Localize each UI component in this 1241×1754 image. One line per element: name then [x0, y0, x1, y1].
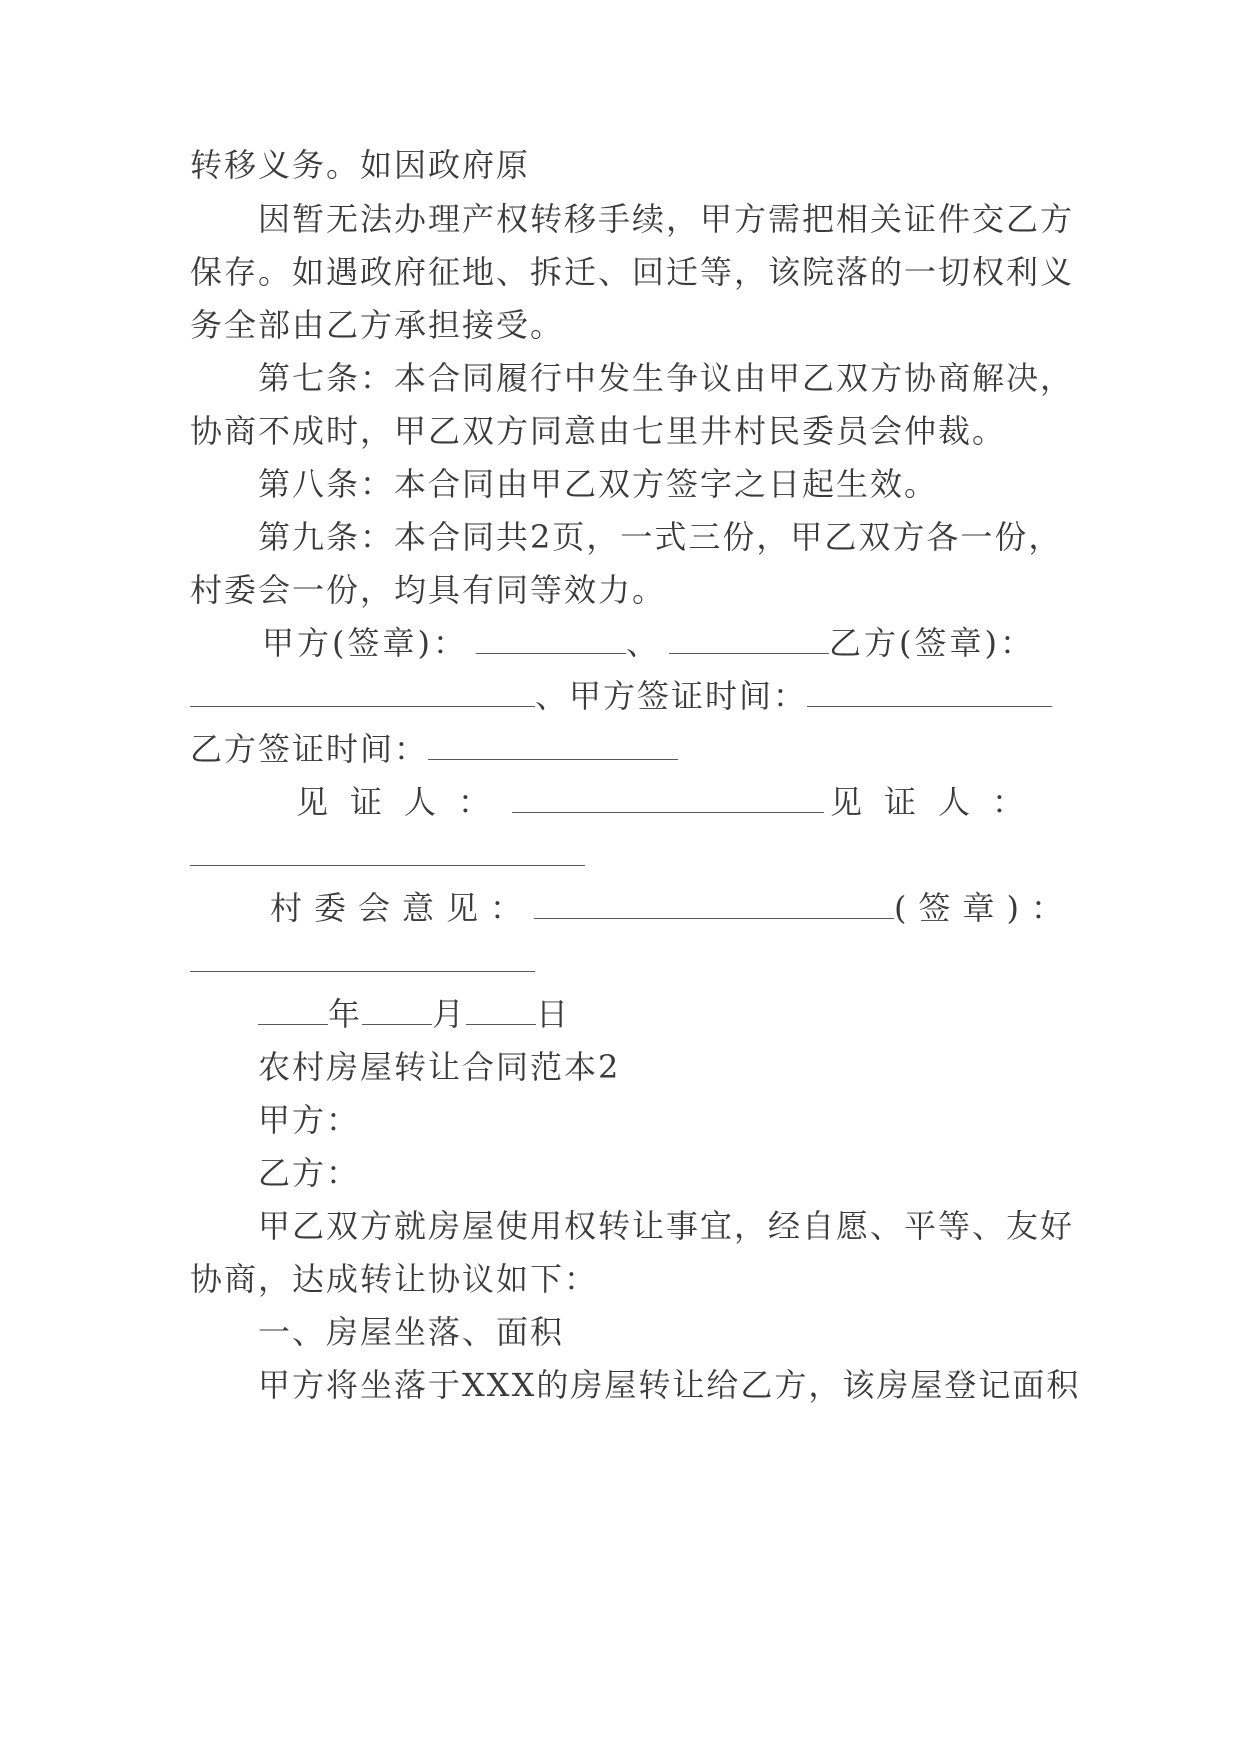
- year-label: 年: [328, 995, 363, 1033]
- committee-label: 村委会意见：: [270, 889, 535, 927]
- article-8-line: 第八条：本合同由甲乙双方签字之日起生效。: [258, 465, 939, 503]
- signature-line-parties: [262, 614, 1052, 672]
- witness-2-label: 见证人：: [830, 783, 1047, 821]
- paragraph-line: 转移义务。如因政府原: [190, 146, 531, 184]
- article-9-line: 村委会一份，均具有同等效力。: [190, 571, 667, 609]
- month-blank[interactable]: [362, 994, 432, 1025]
- witness-2-blank-line: [190, 826, 1050, 884]
- paragraph-line: 务全部由乙方承担接受。: [190, 306, 565, 344]
- article-9-line: 第九条：本合同共2页，一式三份，甲乙双方各一份，: [258, 518, 1063, 556]
- article-7-line: 协商不成时，甲乙双方同意由七里井村民委员会仲裁。: [190, 412, 1007, 450]
- party-b-sign-blank-2[interactable]: [190, 676, 535, 707]
- witness-1-blank[interactable]: [512, 782, 824, 813]
- intro-line: 甲乙双方就房屋使用权转让事宜，经自愿、平等、友好: [258, 1207, 1075, 1245]
- section-1-text: 甲方将坐落于XXX的房屋转让给乙方，该房屋登记面积: [258, 1366, 1081, 1404]
- intro-line: 协商，达成转让协议如下：: [190, 1260, 599, 1298]
- party-b-sign-label: 乙方(签章)：: [829, 624, 1035, 662]
- party-b-time-blank[interactable]: [428, 729, 678, 760]
- month-label: 月: [432, 995, 467, 1033]
- party-b-time-label: 乙方签证时间：: [190, 730, 429, 768]
- date-line: [258, 985, 1118, 1043]
- committee-seal-blank-line: [190, 932, 1050, 990]
- signature-line-time-a: [190, 667, 1050, 725]
- party-a-time-blank[interactable]: [807, 676, 1052, 707]
- contract-2-title: 农村房屋转让合同范本2: [258, 1048, 621, 1086]
- day-label: 日: [536, 995, 571, 1033]
- witness-2-blank[interactable]: [190, 835, 585, 866]
- paragraph-line: 因暂无法办理产权转移手续，甲方需把相关证件交乙方: [258, 200, 1075, 238]
- committee-seal-label: (签章)：: [894, 889, 1075, 927]
- party-a-label: 甲方：: [258, 1101, 361, 1139]
- signature-line-time-b: [190, 720, 1050, 778]
- paragraph-line: 保存。如遇政府征地、拆迁、回迁等，该院落的一切权利义: [190, 253, 1075, 291]
- committee-blank[interactable]: [534, 888, 894, 919]
- committee-line: [270, 879, 1075, 937]
- party-a-sign-blank[interactable]: [476, 623, 626, 654]
- separator: 、: [625, 624, 661, 662]
- article-7-line: 第七条：本合同履行中发生争议由甲乙双方协商解决，: [258, 359, 1075, 397]
- witness-line: [296, 773, 1047, 831]
- party-a-sign-label: 甲方(签章)：: [262, 624, 468, 662]
- party-b-label: 乙方：: [258, 1154, 361, 1192]
- separator: 、: [535, 677, 570, 715]
- party-a-time-label: 甲方签证时间：: [569, 677, 808, 715]
- committee-seal-blank[interactable]: [190, 941, 535, 972]
- party-b-sign-blank-1[interactable]: [669, 623, 829, 654]
- year-blank[interactable]: [258, 994, 328, 1025]
- witness-1-label: 见证人：: [296, 783, 513, 821]
- section-1-heading: 一、房屋坐落、面积: [258, 1313, 565, 1351]
- day-blank[interactable]: [466, 994, 536, 1025]
